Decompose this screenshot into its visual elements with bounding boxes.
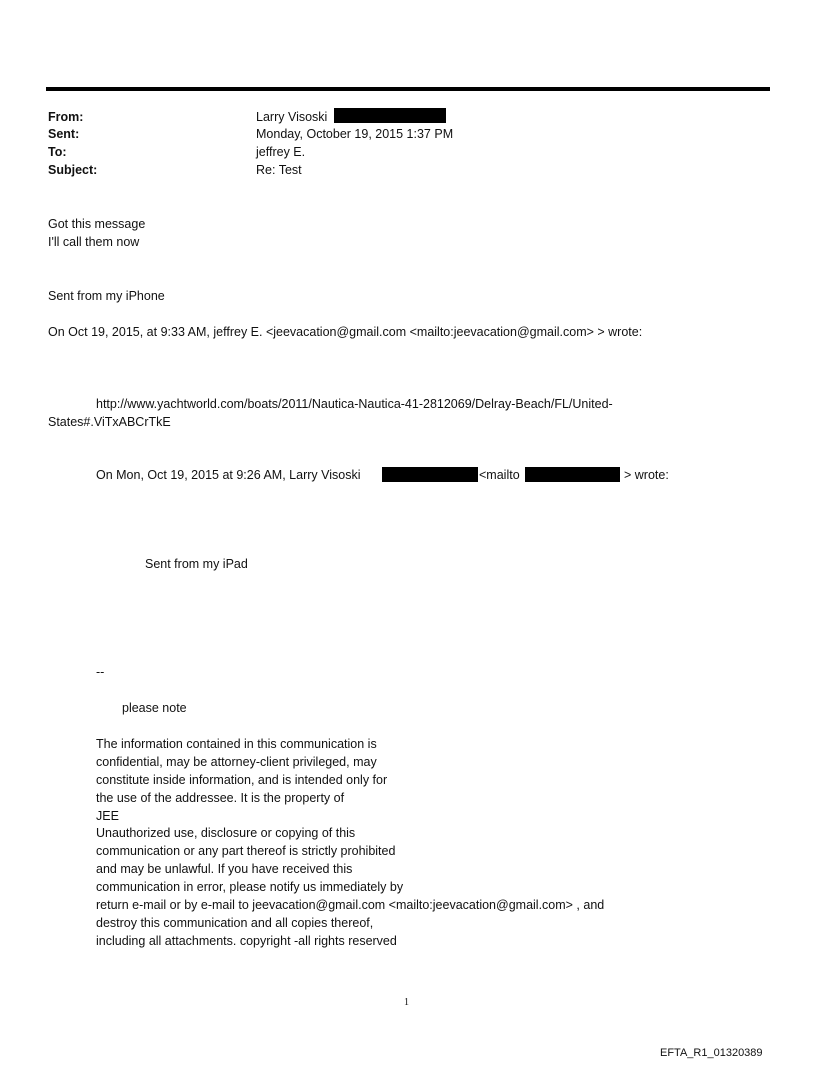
sent-label: Sent: (48, 127, 80, 141)
signature-iphone: Sent from my iPhone (48, 289, 165, 303)
please-note: please note (122, 701, 187, 715)
redaction-box (525, 467, 620, 482)
disclaimer-line: and may be unlawful. If you have received this (96, 862, 353, 876)
page-number: 1 (404, 997, 409, 1008)
disclaimer-line: destroy this communication and all copies thereof, (96, 916, 374, 930)
quote-header-2-mailto: <mailto (479, 468, 520, 482)
to-value: jeffrey E. (256, 145, 306, 159)
redaction-box (334, 108, 446, 123)
body-line-1: Got this message (48, 217, 146, 231)
disclaimer-line: confidential, may be attorney-client privileged, may (96, 755, 377, 769)
to-label: To: (48, 145, 67, 159)
disclaimer-line: JEE (96, 809, 119, 823)
disclaimer-line: the use of the addressee. It is the property of (96, 791, 345, 805)
yacht-link-line-1: http://www.yachtworld.com/boats/2011/Nautica-Nautica-41-2812069/Delray-Beach/FL/United- (96, 397, 613, 411)
disclaimer-line: return e-mail or by e-mail to jeevacation@gmail.com <mailto:jeevacation@gmail.com> , and (96, 898, 605, 912)
header-rule (46, 87, 770, 91)
body-line-2: I'll call them now (48, 235, 140, 249)
subject-label: Subject: (48, 163, 98, 177)
from-value: Larry Visoski (256, 110, 328, 124)
disclaimer-line: communication in error, please notify us immediately by (96, 880, 404, 894)
quote-header-1: On Oct 19, 2015, at 9:33 AM, jeffrey E. <jeevacation@gmail.com <mailto:jeevacation@gmail.com> > wrote: (48, 325, 643, 339)
yacht-link-line-2: States#.ViTxABCrTkE (48, 415, 171, 429)
redaction-box (382, 467, 478, 482)
disclaimer-line: The information contained in this communication is (96, 737, 377, 751)
disclaimer-line: Unauthorized use, disclosure or copying of this (96, 826, 356, 840)
quote-header-2-suffix: > wrote: (624, 468, 669, 482)
document-id: EFTA_R1_01320389 (660, 1047, 763, 1059)
signature-separator: -- (96, 665, 105, 679)
quote-header-2-prefix: On Mon, Oct 19, 2015 at 9:26 AM, Larry Visoski (96, 468, 361, 482)
from-label: From: (48, 110, 84, 124)
disclaimer-line: constitute inside information, and is intended only for (96, 773, 388, 787)
subject-value: Re: Test (256, 163, 302, 177)
disclaimer-line: communication or any part thereof is strictly prohibited (96, 844, 396, 858)
disclaimer-line: including all attachments. copyright -all rights reserved (96, 934, 397, 948)
sent-value: Monday, October 19, 2015 1:37 PM (256, 127, 454, 141)
signature-ipad: Sent from my iPad (145, 557, 248, 571)
